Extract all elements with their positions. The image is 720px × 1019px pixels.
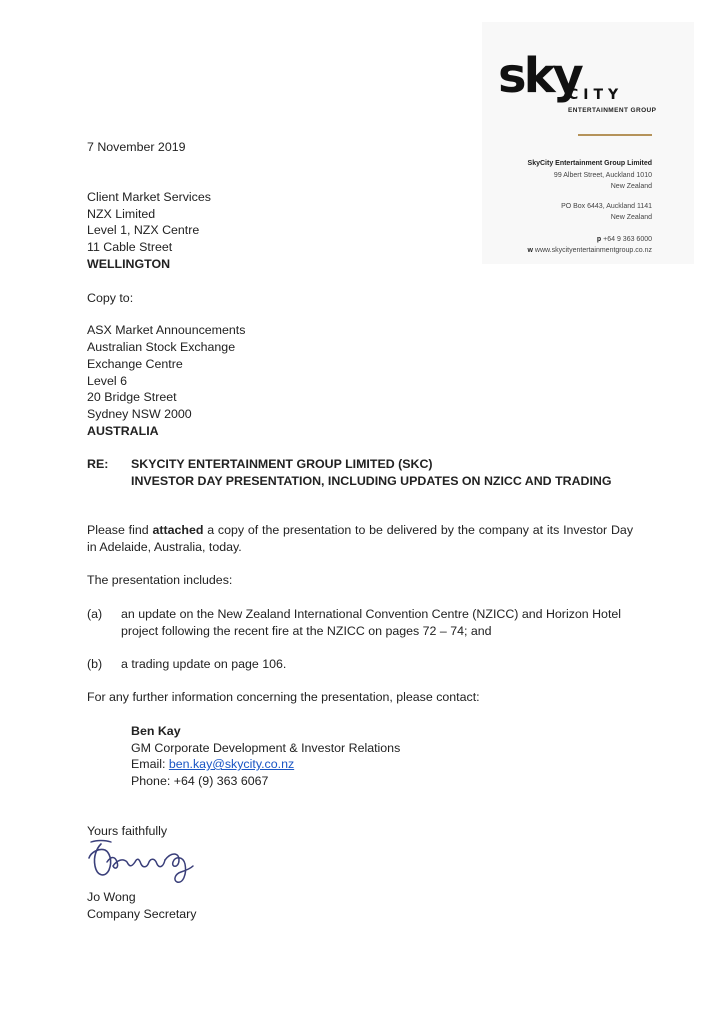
signatory-title: Company Secretary xyxy=(87,907,197,921)
body1-pre: Please find xyxy=(87,523,153,537)
body1-post: a copy of the presentation to be delivered by the company at its Investor Day in Adelaide, Australia, today. xyxy=(87,523,634,554)
contact-title: GM Corporate Development & Investor Relations xyxy=(131,741,401,755)
list-item-text: an update on the New Zealand International Convention Centre (NZICC) and Horizon Hotel project following the recent fire at the NZICC on pages 72 – 74; and xyxy=(121,607,622,638)
cc-line: Exchange Centre xyxy=(87,357,183,371)
skycity-logo-group: ENTERTAINMENT GROUP xyxy=(568,107,657,114)
letterhead-country-2: New Zealand xyxy=(610,214,652,221)
letterhead-phone xyxy=(597,235,652,244)
cc-line: Australian Stock Exchange xyxy=(87,340,236,354)
contact-name: Ben Kay xyxy=(131,724,181,738)
contact-intro: For any further information concerning the presentation, please contact: xyxy=(87,690,480,704)
list-item-marker: (b) xyxy=(87,657,103,671)
cc-country: AUSTRALIA xyxy=(87,424,159,438)
closing: Yours faithfully xyxy=(87,824,168,838)
signatory-name: Jo Wong xyxy=(87,890,136,904)
letterhead-country: New Zealand xyxy=(610,183,652,190)
recipient-line: 11 Cable Street xyxy=(87,240,173,254)
re-subject-line-2: INVESTOR DAY PRESENTATION, INCLUDING UPDATES ON NZICC AND TRADING xyxy=(131,474,612,488)
phone-label: p xyxy=(596,236,602,243)
copy-to-label: Copy to: xyxy=(87,291,134,305)
body-paragraph-1 xyxy=(87,522,633,556)
web-value: www.skycityentertainmentgroup.co.nz xyxy=(534,247,652,254)
phone-value: +64 9 363 6000 xyxy=(603,236,652,243)
letterhead-divider xyxy=(578,134,652,136)
letterhead-street: 99 Albert Street, Auckland 1010 xyxy=(553,172,652,179)
email-label: Email: xyxy=(131,757,169,771)
re-subject-line-1: SKYCITY ENTERTAINMENT GROUP LIMITED (SKC) xyxy=(131,457,433,471)
signature-image xyxy=(87,838,195,886)
list-item-marker: (a) xyxy=(87,607,103,621)
cc-line: Sydney NSW 2000 xyxy=(87,407,192,421)
list-item-text: a trading update on page 106. xyxy=(121,657,287,671)
cc-line: Level 6 xyxy=(87,374,127,388)
cc-line: ASX Market Announcements xyxy=(87,323,246,337)
contact-email xyxy=(131,756,294,773)
letter-date: 7 November 2019 xyxy=(87,140,186,154)
letterhead-company: SkyCity Entertainment Group Limited xyxy=(527,160,652,167)
letterhead xyxy=(482,22,694,264)
recipient-city: WELLINGTON xyxy=(87,257,171,271)
body1-bold: attached xyxy=(152,523,204,537)
cc-line: 20 Bridge Street xyxy=(87,390,177,404)
skycity-logo-sky: sky xyxy=(498,48,581,104)
re-label: RE: xyxy=(87,457,109,471)
letterhead-web xyxy=(527,246,652,255)
email-link[interactable]: ben.kay@skycity.co.nz xyxy=(168,757,295,771)
body-paragraph-2: The presentation includes: xyxy=(87,573,233,587)
letterhead-po-box: PO Box 6443, Auckland 1141 xyxy=(561,203,652,210)
contact-phone: Phone: +64 (9) 363 6067 xyxy=(131,774,269,788)
recipient-line: Level 1, NZX Centre xyxy=(87,223,200,237)
skycity-logo-city: CITY xyxy=(568,87,624,103)
web-label: w xyxy=(527,247,533,254)
recipient-line: NZX Limited xyxy=(87,207,156,221)
recipient-line: Client Market Services xyxy=(87,190,211,204)
